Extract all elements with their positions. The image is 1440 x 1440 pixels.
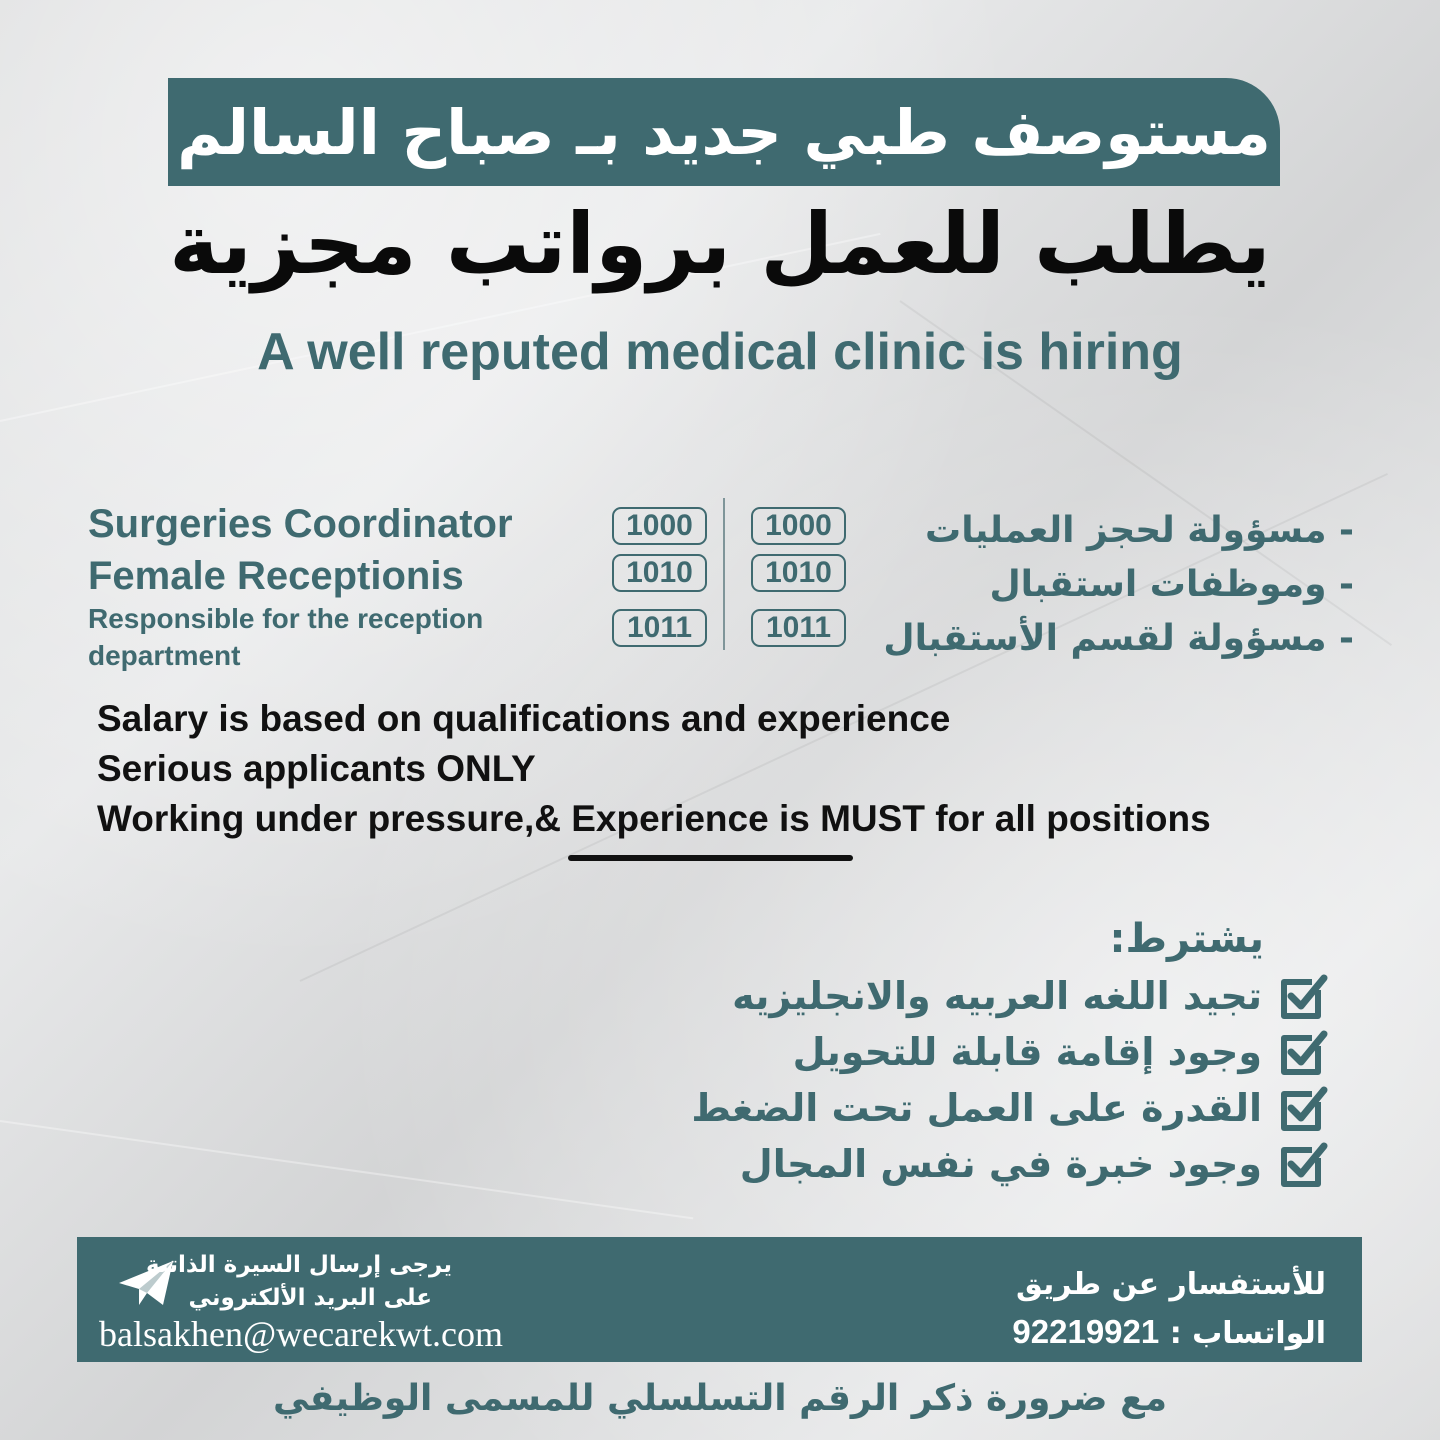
position-ar-receptionist: - وموظفات استقبال (989, 564, 1354, 605)
title-banner (168, 78, 1280, 186)
requirement-item (740, 1136, 1330, 1192)
checkbox-checked-icon (1278, 1138, 1330, 1190)
requirement-item (732, 968, 1330, 1024)
note-salary: Salary is based on qualifications and experience (97, 698, 951, 739)
position-en-reception-dept: Responsible for the reception department (88, 603, 484, 671)
requirements-title: يشترط: (1109, 916, 1264, 962)
checkbox-checked-icon (1278, 1082, 1330, 1134)
subtitle-english: A well reputed medical clinic is hiring (257, 323, 1183, 381)
code-badge: 1010 (612, 554, 707, 592)
requirement-text: القدرة على العمل تحت الضغط (691, 1086, 1262, 1130)
code-badge: 1000 (751, 507, 846, 545)
checkbox-checked-icon (1278, 1026, 1330, 1078)
bottom-note: مع ضرورة ذكر الرقم التسلسلي للمسمى الوظيفي (272, 1378, 1167, 1419)
whatsapp-contact (1012, 1313, 1326, 1351)
send-cv-text: يرجى إرسال السيرة الذاتية (145, 1252, 452, 1278)
note-experience: Working under pressure,& Experience is MUST for all positions (97, 798, 1211, 839)
code-badge: 1011 (612, 609, 707, 647)
position-ar-reception-dept: - مسؤولة لقسم الأستقبال (883, 618, 1354, 659)
whatsapp-label: الواتساب : (1169, 1316, 1326, 1351)
email-link[interactable]: balsakhen@wecarekwt.com (99, 1314, 503, 1354)
underline-divider (568, 855, 853, 861)
divider (723, 498, 725, 650)
note-serious: Serious applicants ONLY (97, 748, 536, 789)
position-en-receptionist: Female Receptionis (88, 554, 464, 598)
paper-crease (0, 1120, 693, 1219)
inquiry-label: للأستفسار عن طريق (1015, 1267, 1326, 1302)
contact-footer (77, 1237, 1362, 1362)
requirement-text: وجود إقامة قابلة للتحويل (792, 1030, 1262, 1074)
requirement-item (691, 1080, 1330, 1136)
requirement-item (793, 1024, 1330, 1080)
send-cv-email-text: على البريد الألكتروني (188, 1285, 432, 1311)
code-badge: 1000 (612, 507, 707, 545)
requirement-text: وجود خبرة في نفس المجال (739, 1142, 1262, 1186)
whatsapp-number[interactable]: 92219921 (1012, 1313, 1160, 1350)
page-title: مستوصف طبي جديد بـ صباح السالم (177, 95, 1271, 169)
code-badge: 1011 (751, 609, 846, 647)
checkbox-checked-icon (1278, 970, 1330, 1022)
subtitle-arabic: يطلب للعمل برواتب مجزية (169, 195, 1271, 293)
position-en-surgeries: Surgeries Coordinator (88, 502, 513, 546)
position-ar-surgeries: - مسؤولة لحجز العمليات (925, 510, 1354, 551)
code-badge: 1010 (751, 554, 846, 592)
requirement-text: تجيد اللغه العربيه والانجليزيه (732, 974, 1262, 1018)
